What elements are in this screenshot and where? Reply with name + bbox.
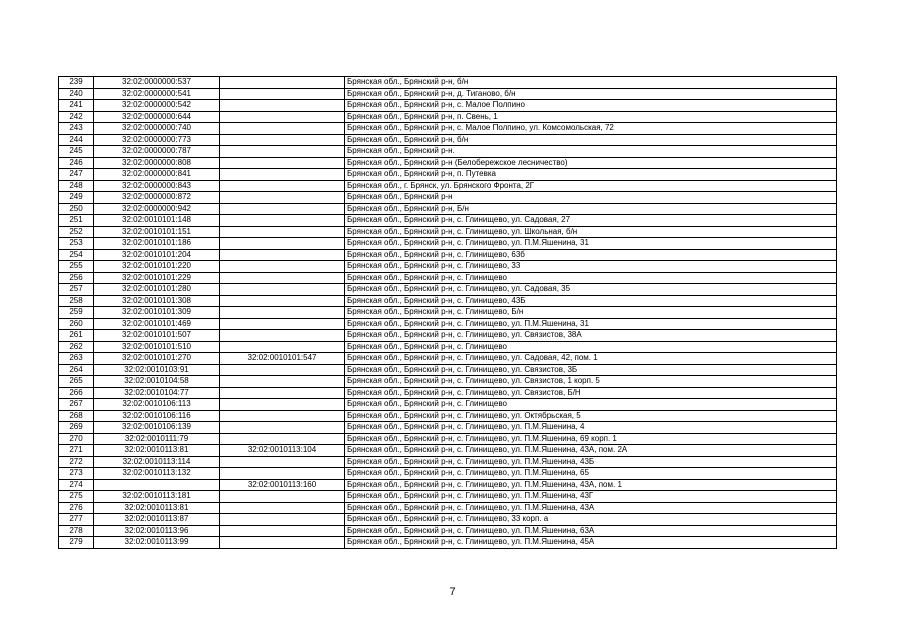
page-number: 7 — [449, 586, 456, 598]
linked-cadastral-number-cell — [220, 399, 345, 411]
cadastral-number-cell: 32:02:0010104:77 — [94, 387, 220, 399]
row-number-cell: 264 — [59, 364, 94, 376]
linked-cadastral-number-cell — [220, 180, 345, 192]
row-number-cell: 265 — [59, 376, 94, 388]
address-cell: Брянская обл., Брянский р-н, п. Свень, 1 — [345, 111, 837, 123]
cadastral-number-cell: 32:02:0010113:96 — [94, 525, 220, 537]
table-row — [59, 330, 837, 342]
table-row — [59, 479, 837, 491]
linked-cadastral-number-cell — [220, 330, 345, 342]
table-row — [59, 249, 837, 261]
table-row — [59, 146, 837, 158]
address-cell: Брянская обл., Брянский р-н, с. Глинищево, ул. Школьная, б/н — [345, 226, 837, 238]
table-row — [59, 387, 837, 399]
address-cell: Брянская обл., Брянский р-н, с. Глинищево, ул. Связистов, 38А — [345, 330, 837, 342]
linked-cadastral-number-cell — [220, 318, 345, 330]
linked-cadastral-number-cell — [220, 387, 345, 399]
table-row — [59, 157, 837, 169]
table-row — [59, 203, 837, 215]
address-cell: Брянская обл., Брянский р-н, п. Путевка — [345, 169, 837, 181]
cadastral-number-cell: 32:02:0010113:87 — [94, 514, 220, 526]
row-number-cell: 248 — [59, 180, 94, 192]
row-number-cell: 260 — [59, 318, 94, 330]
linked-cadastral-number-cell — [220, 502, 345, 514]
table-row — [59, 134, 837, 146]
linked-cadastral-number-cell — [220, 410, 345, 422]
address-cell: Брянская обл., Брянский р-н, с. Глинищево, 33 — [345, 261, 837, 273]
linked-cadastral-number-cell — [220, 88, 345, 100]
cadastral-number-cell: 32:02:0010113:132 — [94, 468, 220, 480]
row-number-cell: 271 — [59, 445, 94, 457]
cadastral-number-cell: 32:02:0010101:229 — [94, 272, 220, 284]
cadastral-number-cell: 32:02:0000000:537 — [94, 77, 220, 89]
address-cell: Брянская обл., Брянский р-н, с. Глинищево, ул. П.М.Яшенина, 63А — [345, 525, 837, 537]
cadastral-number-cell: 32:02:0010101:186 — [94, 238, 220, 250]
row-number-cell: 239 — [59, 77, 94, 89]
table-row — [59, 445, 837, 457]
address-cell: Брянская обл., Брянский р-н. — [345, 146, 837, 158]
cadastral-number-cell: 32:02:0010104:58 — [94, 376, 220, 388]
table-row — [59, 295, 837, 307]
table-row — [59, 341, 837, 353]
address-cell: Брянская обл., Брянский р-н, б/н — [345, 134, 837, 146]
address-cell: Брянская обл., Брянский р-н, с. Глинищево, ул. Связистов, 1 корп. 5 — [345, 376, 837, 388]
linked-cadastral-number-cell: 32:02:0010113:160 — [220, 479, 345, 491]
row-number-cell: 245 — [59, 146, 94, 158]
linked-cadastral-number-cell: 32:02:0010113:104 — [220, 445, 345, 457]
row-number-cell: 268 — [59, 410, 94, 422]
linked-cadastral-number-cell — [220, 307, 345, 319]
table-row — [59, 502, 837, 514]
row-number-cell: 259 — [59, 307, 94, 319]
table-row — [59, 514, 837, 526]
table-row — [59, 353, 837, 365]
table-row — [59, 238, 837, 250]
linked-cadastral-number-cell — [220, 433, 345, 445]
linked-cadastral-number-cell — [220, 284, 345, 296]
cadastral-number-cell: 32:02:0010101:220 — [94, 261, 220, 273]
row-number-cell: 257 — [59, 284, 94, 296]
address-cell: Брянская обл., Брянский р-н, с. Глинищево, ул. П.М.Яшенина, 65 — [345, 468, 837, 480]
row-number-cell: 253 — [59, 238, 94, 250]
row-number-cell: 267 — [59, 399, 94, 411]
table-row — [59, 215, 837, 227]
linked-cadastral-number-cell — [220, 134, 345, 146]
address-cell: Брянская обл., Брянский р-н, с. Глинищево, ул. П.М.Яшенина, 31 — [345, 318, 837, 330]
linked-cadastral-number-cell — [220, 364, 345, 376]
cadastral-number-cell: 32:02:0010101:270 — [94, 353, 220, 365]
address-cell: Брянская обл., Брянский р-н — [345, 192, 837, 204]
table-row — [59, 180, 837, 192]
table-row — [59, 525, 837, 537]
row-number-cell: 270 — [59, 433, 94, 445]
linked-cadastral-number-cell — [220, 238, 345, 250]
row-number-cell: 272 — [59, 456, 94, 468]
row-number-cell: 263 — [59, 353, 94, 365]
cadastral-number-cell: 32:02:0000000:644 — [94, 111, 220, 123]
address-cell: Брянская обл., Брянский р-н, с. Глинищево — [345, 399, 837, 411]
cadastral-number-cell: 32:02:0000000:843 — [94, 180, 220, 192]
cadastral-number-cell: 32:02:0000000:808 — [94, 157, 220, 169]
row-number-cell: 262 — [59, 341, 94, 353]
cadastral-number-cell: 32:02:0010113:181 — [94, 491, 220, 503]
linked-cadastral-number-cell — [220, 295, 345, 307]
table-row — [59, 284, 837, 296]
table-row — [59, 364, 837, 376]
linked-cadastral-number-cell — [220, 514, 345, 526]
row-number-cell: 244 — [59, 134, 94, 146]
row-number-cell: 250 — [59, 203, 94, 215]
table-row — [59, 422, 837, 434]
linked-cadastral-number-cell — [220, 111, 345, 123]
table-row — [59, 468, 837, 480]
row-number-cell: 241 — [59, 100, 94, 112]
address-cell: Брянская обл., Брянский р-н, с. Глинищево, ул. П.М.Яшенина, 43А, пом. 2А — [345, 445, 837, 457]
cadastral-number-cell: 32:02:0010113:114 — [94, 456, 220, 468]
cadastral-number-cell: 32:02:0010106:113 — [94, 399, 220, 411]
address-cell: Брянская обл., Брянский р-н, с. Глинищево — [345, 272, 837, 284]
table-row — [59, 77, 837, 89]
address-cell: Брянская обл., Брянский р-н, д. Тиганово, б/н — [345, 88, 837, 100]
address-cell: Брянская обл., Брянский р-н, с. Глинищево, 33 корп. а — [345, 514, 837, 526]
table-row — [59, 192, 837, 204]
table-row — [59, 537, 837, 549]
table-row — [59, 410, 837, 422]
cadastral-number-cell: 32:02:0000000:787 — [94, 146, 220, 158]
cadastral-number-cell: 32:02:0000000:942 — [94, 203, 220, 215]
address-cell: Брянская обл., Брянский р-н, с. Глинищево, ул. Садовая, 42, пом. 1 — [345, 353, 837, 365]
table-row — [59, 307, 837, 319]
table-row — [59, 100, 837, 112]
table-row — [59, 88, 837, 100]
address-cell: Брянская обл., Брянский р-н, с. Глинищево, ул. П.М.Яшенина, 69 корп. 1 — [345, 433, 837, 445]
address-cell: Брянская обл., Брянский р-н, с. Глинищево, ул. Связистов, 3Б — [345, 364, 837, 376]
address-cell: Брянская обл., Брянский р-н, с. Малое Полпино, ул. Комсомольская, 72 — [345, 123, 837, 135]
table-row — [59, 123, 837, 135]
cadastral-number-cell: 32:02:0000000:541 — [94, 88, 220, 100]
linked-cadastral-number-cell — [220, 491, 345, 503]
linked-cadastral-number-cell — [220, 169, 345, 181]
address-cell: Брянская обл., Брянский р-н, с. Малое Полпино — [345, 100, 837, 112]
address-cell: Брянская обл., Брянский р-н, с. Глинищево, ул. П.М.Яшенина, 43Б — [345, 456, 837, 468]
registry-table — [58, 76, 837, 549]
table-row — [59, 169, 837, 181]
address-cell: Брянская обл., Брянский р-н, с. Глинищево, ул. П.М.Яшенина, 31 — [345, 238, 837, 250]
linked-cadastral-number-cell — [220, 226, 345, 238]
address-cell: Брянская обл., Брянский р-н, с. Глинищево, ул. Садовая, 27 — [345, 215, 837, 227]
cadastral-number-cell: 32:02:0010101:507 — [94, 330, 220, 342]
address-cell: Брянская обл., Брянский р-н, с. Глинищево, ул. П.М.Яшенина, 4 — [345, 422, 837, 434]
row-number-cell: 274 — [59, 479, 94, 491]
linked-cadastral-number-cell — [220, 123, 345, 135]
address-cell: Брянская обл., Брянский р-н, Б/н — [345, 203, 837, 215]
table-row — [59, 111, 837, 123]
address-cell: Брянская обл., Брянский р-н, б/н — [345, 77, 837, 89]
table-row — [59, 318, 837, 330]
row-number-cell: 247 — [59, 169, 94, 181]
address-cell: Брянская обл., Брянский р-н, с. Глинищево, ул. Связистов, Б/Н — [345, 387, 837, 399]
linked-cadastral-number-cell — [220, 203, 345, 215]
address-cell: Брянская обл., Брянский р-н, с. Глинищево, 43Б — [345, 295, 837, 307]
registry-table-body — [59, 77, 837, 549]
row-number-cell: 240 — [59, 88, 94, 100]
address-cell: Брянская обл., Брянский р-н, с. Глинищево, Б/н — [345, 307, 837, 319]
linked-cadastral-number-cell — [220, 468, 345, 480]
table-row — [59, 491, 837, 503]
cadastral-number-cell: 32:02:0010101:469 — [94, 318, 220, 330]
row-number-cell: 242 — [59, 111, 94, 123]
linked-cadastral-number-cell — [220, 261, 345, 273]
cadastral-number-cell: 32:02:0010101:510 — [94, 341, 220, 353]
cadastral-number-cell: 32:02:0000000:872 — [94, 192, 220, 204]
cadastral-number-cell: 32:02:0000000:542 — [94, 100, 220, 112]
row-number-cell: 269 — [59, 422, 94, 434]
row-number-cell: 243 — [59, 123, 94, 135]
address-cell: Брянская обл., Брянский р-н, с. Глинищево, ул. П.М.Яшенина, 43А, пом. 1 — [345, 479, 837, 491]
row-number-cell: 255 — [59, 261, 94, 273]
linked-cadastral-number-cell — [220, 456, 345, 468]
cadastral-number-cell: 32:02:0000000:740 — [94, 123, 220, 135]
linked-cadastral-number-cell: 32:02:0010101:547 — [220, 353, 345, 365]
cadastral-number-cell: 32:02:0010106:116 — [94, 410, 220, 422]
cadastral-number-cell: 32:02:0000000:773 — [94, 134, 220, 146]
cadastral-number-cell: 32:02:0010101:308 — [94, 295, 220, 307]
table-row — [59, 226, 837, 238]
row-number-cell: 258 — [59, 295, 94, 307]
address-cell: Брянская обл., Брянский р-н, с. Глинищево, ул. Садовая, 35 — [345, 284, 837, 296]
address-cell: Брянская обл., Брянский р-н, с. Глинищево, ул. Октябрьская, 5 — [345, 410, 837, 422]
address-cell: Брянская обл., Брянский р-н, с. Глинищево, 63б — [345, 249, 837, 261]
linked-cadastral-number-cell — [220, 100, 345, 112]
cadastral-number-cell: 32:02:0010106:139 — [94, 422, 220, 434]
linked-cadastral-number-cell — [220, 376, 345, 388]
row-number-cell: 261 — [59, 330, 94, 342]
row-number-cell: 254 — [59, 249, 94, 261]
table-row — [59, 456, 837, 468]
table-row — [59, 272, 837, 284]
table-row — [59, 261, 837, 273]
linked-cadastral-number-cell — [220, 157, 345, 169]
table-row — [59, 399, 837, 411]
address-cell: Брянская обл., Брянский р-н, с. Глинищево — [345, 341, 837, 353]
row-number-cell: 249 — [59, 192, 94, 204]
row-number-cell: 252 — [59, 226, 94, 238]
linked-cadastral-number-cell — [220, 525, 345, 537]
cadastral-number-cell: 32:02:0010101:309 — [94, 307, 220, 319]
address-cell: Брянская обл., Брянский р-н, с. Глинищево, ул. П.М.Яшенина, 45А — [345, 537, 837, 549]
cadastral-number-cell: 32:02:0010111:79 — [94, 433, 220, 445]
cadastral-number-cell: 32:02:0010113:81 — [94, 502, 220, 514]
linked-cadastral-number-cell — [220, 146, 345, 158]
linked-cadastral-number-cell — [220, 249, 345, 261]
address-cell: Брянская обл., Брянский р-н (Белобережское лесничество) — [345, 157, 837, 169]
linked-cadastral-number-cell — [220, 215, 345, 227]
table-row — [59, 433, 837, 445]
row-number-cell: 279 — [59, 537, 94, 549]
cadastral-number-cell: 32:02:0010113:81 — [94, 445, 220, 457]
row-number-cell: 251 — [59, 215, 94, 227]
address-cell: Брянская обл., Брянский р-н, с. Глинищево, ул. П.М.Яшенина, 43Г — [345, 491, 837, 503]
cadastral-number-cell: 32:02:0000000:841 — [94, 169, 220, 181]
cadastral-number-cell: 32:02:0010101:151 — [94, 226, 220, 238]
row-number-cell: 278 — [59, 525, 94, 537]
row-number-cell: 277 — [59, 514, 94, 526]
cadastral-number-cell: 32:02:0010101:280 — [94, 284, 220, 296]
linked-cadastral-number-cell — [220, 341, 345, 353]
linked-cadastral-number-cell — [220, 192, 345, 204]
row-number-cell: 266 — [59, 387, 94, 399]
cadastral-number-cell: 32:02:0010101:148 — [94, 215, 220, 227]
row-number-cell: 276 — [59, 502, 94, 514]
cadastral-number-cell — [94, 479, 220, 491]
row-number-cell: 256 — [59, 272, 94, 284]
cadastral-number-cell: 32:02:0010101:204 — [94, 249, 220, 261]
address-cell: Брянская обл., г. Брянск, ул. Брянского Фронта, 2Г — [345, 180, 837, 192]
cadastral-number-cell: 32:02:0010113:99 — [94, 537, 220, 549]
linked-cadastral-number-cell — [220, 422, 345, 434]
row-number-cell: 275 — [59, 491, 94, 503]
row-number-cell: 246 — [59, 157, 94, 169]
linked-cadastral-number-cell — [220, 77, 345, 89]
linked-cadastral-number-cell — [220, 537, 345, 549]
cadastral-number-cell: 32:02:0010103:91 — [94, 364, 220, 376]
linked-cadastral-number-cell — [220, 272, 345, 284]
row-number-cell: 273 — [59, 468, 94, 480]
address-cell: Брянская обл., Брянский р-н, с. Глинищево, ул. П.М.Яшенина, 43А — [345, 502, 837, 514]
table-row — [59, 376, 837, 388]
